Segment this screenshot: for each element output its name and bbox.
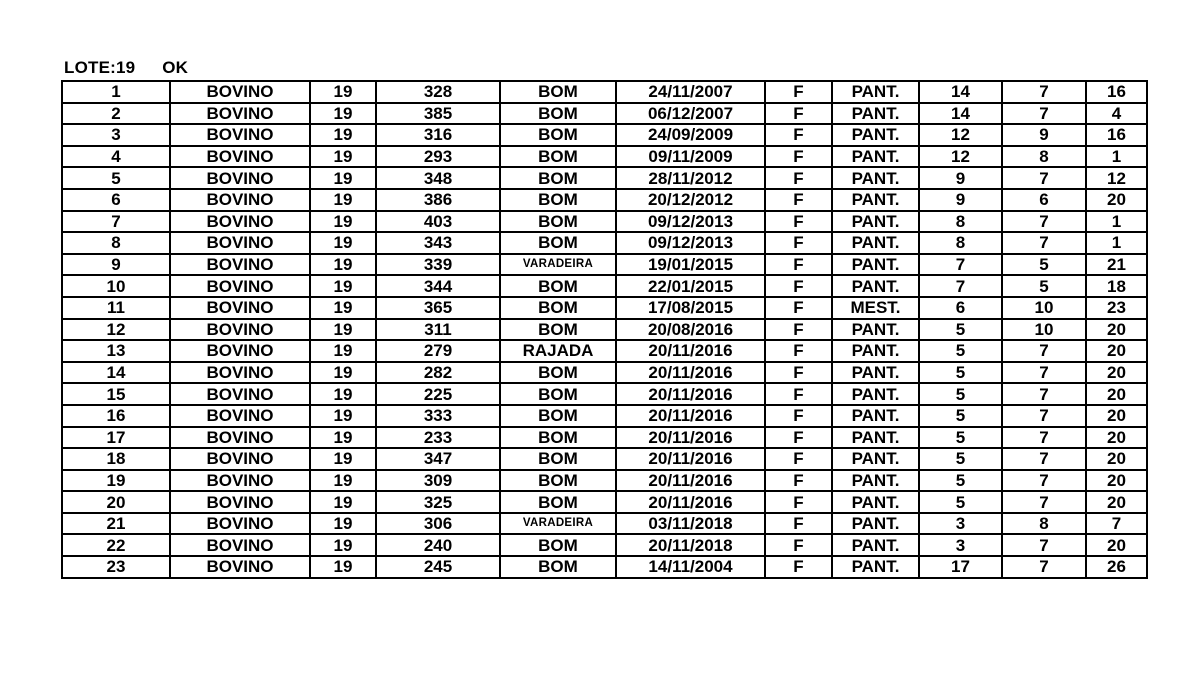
breed-cell: PANT. xyxy=(832,491,919,513)
age-cell: 7 xyxy=(919,275,1002,297)
value-a-cell: 7 xyxy=(1002,448,1086,470)
lot-cell: 19 xyxy=(310,383,376,405)
date-cell: 19/01/2015 xyxy=(616,254,765,276)
breed-cell: PANT. xyxy=(832,405,919,427)
age-cell: 17 xyxy=(919,556,1002,578)
value-b-cell: 20 xyxy=(1086,534,1147,556)
breed-cell: PANT. xyxy=(832,470,919,492)
table-row xyxy=(62,405,1147,427)
date-cell: 20/11/2018 xyxy=(616,534,765,556)
value-b-cell: 7 xyxy=(1086,513,1147,535)
date-cell: 22/01/2015 xyxy=(616,275,765,297)
date-cell: 28/11/2012 xyxy=(616,167,765,189)
breed-cell: PANT. xyxy=(832,146,919,168)
breed-cell: PANT. xyxy=(832,534,919,556)
value-b-cell: 20 xyxy=(1086,427,1147,449)
age-cell: 3 xyxy=(919,513,1002,535)
species-cell: BOVINO xyxy=(170,491,310,513)
value-b-cell: 16 xyxy=(1086,81,1147,103)
row-number: 22 xyxy=(62,534,170,556)
value-b-cell: 20 xyxy=(1086,319,1147,341)
value-b-cell: 12 xyxy=(1086,167,1147,189)
table-row xyxy=(62,534,1147,556)
row-number: 14 xyxy=(62,362,170,384)
date-cell: 20/11/2016 xyxy=(616,405,765,427)
condition-cell: BOM xyxy=(500,534,616,556)
sex-cell: F xyxy=(765,427,832,449)
animal-id-cell: 348 xyxy=(376,167,500,189)
date-cell: 20/11/2016 xyxy=(616,362,765,384)
age-cell: 14 xyxy=(919,103,1002,125)
species-cell: BOVINO xyxy=(170,275,310,297)
breed-cell: PANT. xyxy=(832,319,919,341)
value-b-cell: 20 xyxy=(1086,405,1147,427)
breed-cell: PANT. xyxy=(832,124,919,146)
table-row xyxy=(62,103,1147,125)
condition-cell: BOM xyxy=(500,362,616,384)
table-row xyxy=(62,211,1147,233)
value-a-cell: 7 xyxy=(1002,362,1086,384)
condition-cell: RAJADA xyxy=(500,340,616,362)
value-b-cell: 20 xyxy=(1086,448,1147,470)
date-cell: 03/11/2018 xyxy=(616,513,765,535)
sex-cell: F xyxy=(765,275,832,297)
value-a-cell: 7 xyxy=(1002,405,1086,427)
lot-cell: 19 xyxy=(310,534,376,556)
row-number: 9 xyxy=(62,254,170,276)
sex-cell: F xyxy=(765,254,832,276)
lot-cell: 19 xyxy=(310,254,376,276)
value-b-cell: 20 xyxy=(1086,189,1147,211)
condition-cell: BOM xyxy=(500,146,616,168)
age-cell: 12 xyxy=(919,146,1002,168)
value-b-cell: 4 xyxy=(1086,103,1147,125)
row-number: 18 xyxy=(62,448,170,470)
row-number: 7 xyxy=(62,211,170,233)
sex-cell: F xyxy=(765,513,832,535)
lot-cell: 19 xyxy=(310,275,376,297)
date-cell: 20/11/2016 xyxy=(616,448,765,470)
animal-id-cell: 325 xyxy=(376,491,500,513)
animal-id-cell: 225 xyxy=(376,383,500,405)
age-cell: 7 xyxy=(919,254,1002,276)
value-a-cell: 7 xyxy=(1002,383,1086,405)
breed-cell: PANT. xyxy=(832,81,919,103)
value-a-cell: 7 xyxy=(1002,81,1086,103)
breed-cell: PANT. xyxy=(832,167,919,189)
value-a-cell: 7 xyxy=(1002,491,1086,513)
condition-cell: BOM xyxy=(500,211,616,233)
value-a-cell: 7 xyxy=(1002,103,1086,125)
value-b-cell: 21 xyxy=(1086,254,1147,276)
table-row xyxy=(62,383,1147,405)
condition-cell: BOM xyxy=(500,232,616,254)
condition-cell: BOM xyxy=(500,189,616,211)
species-cell: BOVINO xyxy=(170,319,310,341)
breed-cell: PANT. xyxy=(832,232,919,254)
row-number: 10 xyxy=(62,275,170,297)
species-cell: BOVINO xyxy=(170,189,310,211)
sex-cell: F xyxy=(765,534,832,556)
date-cell: 20/12/2012 xyxy=(616,189,765,211)
row-number: 2 xyxy=(62,103,170,125)
species-cell: BOVINO xyxy=(170,254,310,276)
condition-cell: BOM xyxy=(500,81,616,103)
table-row xyxy=(62,254,1147,276)
lot-cell: 19 xyxy=(310,405,376,427)
value-a-cell: 7 xyxy=(1002,470,1086,492)
date-cell: 06/12/2007 xyxy=(616,103,765,125)
age-cell: 3 xyxy=(919,534,1002,556)
table-row xyxy=(62,556,1147,578)
age-cell: 5 xyxy=(919,405,1002,427)
value-a-cell: 7 xyxy=(1002,211,1086,233)
species-cell: BOVINO xyxy=(170,556,310,578)
sex-cell: F xyxy=(765,470,832,492)
value-b-cell: 23 xyxy=(1086,297,1147,319)
row-number: 16 xyxy=(62,405,170,427)
species-cell: BOVINO xyxy=(170,448,310,470)
table-row xyxy=(62,513,1147,535)
date-cell: 20/11/2016 xyxy=(616,340,765,362)
row-number: 13 xyxy=(62,340,170,362)
row-number: 17 xyxy=(62,427,170,449)
animal-id-cell: 344 xyxy=(376,275,500,297)
sex-cell: F xyxy=(765,124,832,146)
species-cell: BOVINO xyxy=(170,470,310,492)
breed-cell: PANT. xyxy=(832,513,919,535)
row-number: 23 xyxy=(62,556,170,578)
lot-cell: 19 xyxy=(310,297,376,319)
value-a-cell: 7 xyxy=(1002,556,1086,578)
condition-cell: VARADEIRA xyxy=(500,254,616,276)
breed-cell: PANT. xyxy=(832,254,919,276)
condition-cell: BOM xyxy=(500,470,616,492)
breed-cell: PANT. xyxy=(832,340,919,362)
row-number: 12 xyxy=(62,319,170,341)
species-cell: BOVINO xyxy=(170,340,310,362)
sex-cell: F xyxy=(765,211,832,233)
breed-cell: MEST. xyxy=(832,297,919,319)
sex-cell: F xyxy=(765,405,832,427)
date-cell: 20/11/2016 xyxy=(616,427,765,449)
value-b-cell: 20 xyxy=(1086,340,1147,362)
animal-id-cell: 347 xyxy=(376,448,500,470)
age-cell: 5 xyxy=(919,340,1002,362)
value-a-cell: 6 xyxy=(1002,189,1086,211)
age-cell: 9 xyxy=(919,189,1002,211)
condition-cell: BOM xyxy=(500,491,616,513)
date-cell: 20/11/2016 xyxy=(616,491,765,513)
lot-cell: 19 xyxy=(310,556,376,578)
value-a-cell: 9 xyxy=(1002,124,1086,146)
lot-title xyxy=(64,58,188,78)
date-cell: 09/12/2013 xyxy=(616,232,765,254)
table-row xyxy=(62,124,1147,146)
table-row xyxy=(62,427,1147,449)
date-cell: 20/11/2016 xyxy=(616,470,765,492)
breed-cell: PANT. xyxy=(832,211,919,233)
lot-cell: 19 xyxy=(310,146,376,168)
animal-id-cell: 293 xyxy=(376,146,500,168)
species-cell: BOVINO xyxy=(170,167,310,189)
animal-id-cell: 365 xyxy=(376,297,500,319)
species-cell: BOVINO xyxy=(170,146,310,168)
age-cell: 5 xyxy=(919,427,1002,449)
breed-cell: PANT. xyxy=(832,362,919,384)
row-number: 21 xyxy=(62,513,170,535)
animal-id-cell: 306 xyxy=(376,513,500,535)
sex-cell: F xyxy=(765,556,832,578)
species-cell: BOVINO xyxy=(170,513,310,535)
condition-cell: BOM xyxy=(500,124,616,146)
animal-id-cell: 343 xyxy=(376,232,500,254)
value-b-cell: 20 xyxy=(1086,383,1147,405)
table-row xyxy=(62,340,1147,362)
age-cell: 14 xyxy=(919,81,1002,103)
value-b-cell: 18 xyxy=(1086,275,1147,297)
value-b-cell: 20 xyxy=(1086,491,1147,513)
table-row xyxy=(62,448,1147,470)
breed-cell: PANT. xyxy=(832,427,919,449)
lot-cell: 19 xyxy=(310,211,376,233)
species-cell: BOVINO xyxy=(170,297,310,319)
row-number: 3 xyxy=(62,124,170,146)
row-number: 5 xyxy=(62,167,170,189)
date-cell: 24/11/2007 xyxy=(616,81,765,103)
row-number: 15 xyxy=(62,383,170,405)
lot-cell: 19 xyxy=(310,491,376,513)
row-number: 4 xyxy=(62,146,170,168)
animal-id-cell: 316 xyxy=(376,124,500,146)
breed-cell: PANT. xyxy=(832,103,919,125)
value-b-cell: 20 xyxy=(1086,470,1147,492)
animal-id-cell: 328 xyxy=(376,81,500,103)
lot-label: LOTE:19 xyxy=(64,58,136,77)
table-row xyxy=(62,491,1147,513)
row-number: 19 xyxy=(62,470,170,492)
lot-cell: 19 xyxy=(310,81,376,103)
age-cell: 5 xyxy=(919,470,1002,492)
condition-cell: BOM xyxy=(500,167,616,189)
condition-cell: BOM xyxy=(500,383,616,405)
date-cell: 09/11/2009 xyxy=(616,146,765,168)
sex-cell: F xyxy=(765,362,832,384)
date-cell: 14/11/2004 xyxy=(616,556,765,578)
value-a-cell: 8 xyxy=(1002,513,1086,535)
condition-cell: BOM xyxy=(500,319,616,341)
lot-cell: 19 xyxy=(310,232,376,254)
sex-cell: F xyxy=(765,340,832,362)
animal-id-cell: 386 xyxy=(376,189,500,211)
value-a-cell: 8 xyxy=(1002,146,1086,168)
date-cell: 20/08/2016 xyxy=(616,319,765,341)
table-body xyxy=(62,81,1147,578)
lot-cell: 19 xyxy=(310,513,376,535)
species-cell: BOVINO xyxy=(170,534,310,556)
age-cell: 5 xyxy=(919,362,1002,384)
row-number: 20 xyxy=(62,491,170,513)
value-a-cell: 10 xyxy=(1002,297,1086,319)
date-cell: 20/11/2016 xyxy=(616,383,765,405)
sex-cell: F xyxy=(765,448,832,470)
table-row xyxy=(62,362,1147,384)
animal-id-cell: 282 xyxy=(376,362,500,384)
condition-cell: BOM xyxy=(500,556,616,578)
condition-cell: BOM xyxy=(500,405,616,427)
breed-cell: PANT. xyxy=(832,275,919,297)
cattle-table xyxy=(61,80,1148,579)
value-b-cell: 1 xyxy=(1086,211,1147,233)
sex-cell: F xyxy=(765,383,832,405)
lot-cell: 19 xyxy=(310,448,376,470)
animal-id-cell: 233 xyxy=(376,427,500,449)
species-cell: BOVINO xyxy=(170,211,310,233)
lot-cell: 19 xyxy=(310,167,376,189)
condition-cell: BOM xyxy=(500,103,616,125)
age-cell: 5 xyxy=(919,491,1002,513)
species-cell: BOVINO xyxy=(170,362,310,384)
table-row xyxy=(62,81,1147,103)
lot-cell: 19 xyxy=(310,470,376,492)
breed-cell: PANT. xyxy=(832,189,919,211)
sex-cell: F xyxy=(765,297,832,319)
value-a-cell: 5 xyxy=(1002,254,1086,276)
lot-cell: 19 xyxy=(310,427,376,449)
lot-status: OK xyxy=(162,58,189,77)
row-number: 11 xyxy=(62,297,170,319)
animal-id-cell: 403 xyxy=(376,211,500,233)
condition-cell: BOM xyxy=(500,297,616,319)
age-cell: 5 xyxy=(919,383,1002,405)
table-row xyxy=(62,232,1147,254)
table-row xyxy=(62,297,1147,319)
condition-cell: BOM xyxy=(500,448,616,470)
species-cell: BOVINO xyxy=(170,81,310,103)
sex-cell: F xyxy=(765,491,832,513)
age-cell: 5 xyxy=(919,319,1002,341)
condition-cell: VARADEIRA xyxy=(500,513,616,535)
sex-cell: F xyxy=(765,189,832,211)
animal-id-cell: 245 xyxy=(376,556,500,578)
table-row xyxy=(62,167,1147,189)
animal-id-cell: 333 xyxy=(376,405,500,427)
age-cell: 8 xyxy=(919,232,1002,254)
breed-cell: PANT. xyxy=(832,383,919,405)
value-a-cell: 7 xyxy=(1002,427,1086,449)
sex-cell: F xyxy=(765,232,832,254)
value-b-cell: 1 xyxy=(1086,146,1147,168)
species-cell: BOVINO xyxy=(170,103,310,125)
date-cell: 24/09/2009 xyxy=(616,124,765,146)
value-a-cell: 10 xyxy=(1002,319,1086,341)
lot-cell: 19 xyxy=(310,362,376,384)
date-cell: 09/12/2013 xyxy=(616,211,765,233)
lot-cell: 19 xyxy=(310,319,376,341)
animal-id-cell: 385 xyxy=(376,103,500,125)
age-cell: 12 xyxy=(919,124,1002,146)
lot-cell: 19 xyxy=(310,124,376,146)
age-cell: 8 xyxy=(919,211,1002,233)
table-row xyxy=(62,189,1147,211)
value-a-cell: 7 xyxy=(1002,232,1086,254)
sex-cell: F xyxy=(765,319,832,341)
sex-cell: F xyxy=(765,103,832,125)
table-row xyxy=(62,470,1147,492)
condition-cell: BOM xyxy=(500,427,616,449)
animal-id-cell: 279 xyxy=(376,340,500,362)
value-a-cell: 7 xyxy=(1002,167,1086,189)
species-cell: BOVINO xyxy=(170,232,310,254)
table-row xyxy=(62,146,1147,168)
table-row xyxy=(62,319,1147,341)
species-cell: BOVINO xyxy=(170,383,310,405)
value-b-cell: 20 xyxy=(1086,362,1147,384)
table-row xyxy=(62,275,1147,297)
value-b-cell: 26 xyxy=(1086,556,1147,578)
age-cell: 9 xyxy=(919,167,1002,189)
value-a-cell: 7 xyxy=(1002,340,1086,362)
age-cell: 6 xyxy=(919,297,1002,319)
value-a-cell: 5 xyxy=(1002,275,1086,297)
row-number: 6 xyxy=(62,189,170,211)
sex-cell: F xyxy=(765,167,832,189)
animal-id-cell: 311 xyxy=(376,319,500,341)
breed-cell: PANT. xyxy=(832,448,919,470)
animal-id-cell: 339 xyxy=(376,254,500,276)
breed-cell: PANT. xyxy=(832,556,919,578)
date-cell: 17/08/2015 xyxy=(616,297,765,319)
age-cell: 5 xyxy=(919,448,1002,470)
animal-id-cell: 309 xyxy=(376,470,500,492)
value-b-cell: 16 xyxy=(1086,124,1147,146)
animal-id-cell: 240 xyxy=(376,534,500,556)
condition-cell: BOM xyxy=(500,275,616,297)
species-cell: BOVINO xyxy=(170,124,310,146)
value-b-cell: 1 xyxy=(1086,232,1147,254)
species-cell: BOVINO xyxy=(170,405,310,427)
lot-cell: 19 xyxy=(310,340,376,362)
lot-cell: 19 xyxy=(310,103,376,125)
value-a-cell: 7 xyxy=(1002,534,1086,556)
row-number: 8 xyxy=(62,232,170,254)
lot-cell: 19 xyxy=(310,189,376,211)
sex-cell: F xyxy=(765,146,832,168)
sex-cell: F xyxy=(765,81,832,103)
row-number: 1 xyxy=(62,81,170,103)
species-cell: BOVINO xyxy=(170,427,310,449)
